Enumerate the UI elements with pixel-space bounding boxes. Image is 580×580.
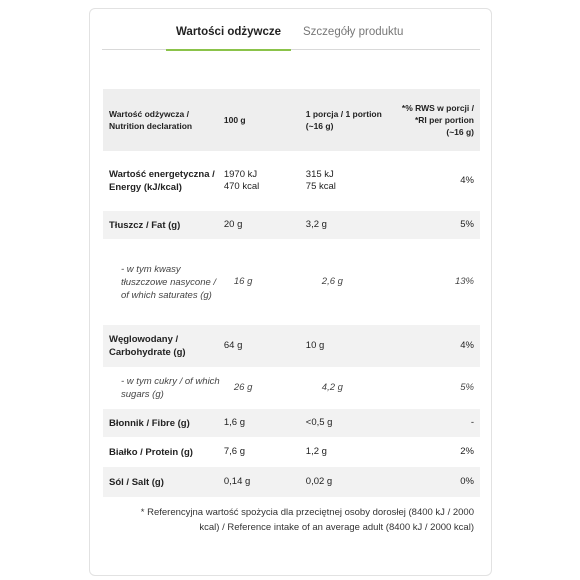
row-name: - w tym kwasy tłuszczowe nasycone / of which saturates (g) (103, 239, 224, 325)
row-ri: 0% (399, 467, 480, 497)
row-name: Węglowodany / Carbohydrate (g) (103, 325, 224, 367)
row-name: Białko / Protein (g) (103, 437, 224, 467)
table-row (103, 325, 480, 367)
row-ri: 13% (399, 239, 480, 325)
row-ri: 5% (399, 211, 480, 239)
table-row (103, 151, 480, 211)
energy-kcal-100g: 470 kcal (223, 181, 260, 192)
table-row (103, 437, 480, 467)
row-portion (306, 151, 399, 211)
row-portion: 0,02 g (306, 467, 399, 497)
header-ri-per-portion: *% RWS w porcji / *RI per portion (~16 g) (401, 103, 474, 137)
table-row (103, 239, 480, 325)
row-per100: 16 g (224, 239, 306, 325)
header-per-portion: 1 porcja / 1 portion (~16 g) (305, 109, 382, 131)
nutrition-table (103, 89, 480, 497)
row-ri: 5% (399, 367, 480, 409)
row-portion: 2,6 g (306, 239, 399, 325)
tab-nutrition[interactable]: Wartości odżywcze (176, 26, 282, 38)
row-portion: 1,2 g (306, 437, 399, 467)
row-name: Wartość energetyczna / Energy (kJ/kcal) (103, 151, 224, 211)
header-per-100g: 100 g (223, 115, 246, 125)
reference-intake-footnote: * Referencyjna wartość spożycia dla przeciętnej osoby dorosłej (8400 kJ / 2000 kcal) / Reference intake of an average adult (8400 kJ / 2000 kcal) (140, 507, 474, 533)
row-name: - w tym cukry / of which sugars (g) (103, 367, 224, 409)
row-ri: 2% (399, 437, 480, 467)
energy-kj-100g: 1970 kJ (223, 169, 258, 180)
table-header-row (103, 89, 480, 151)
row-per100: 7,6 g (224, 437, 306, 467)
tab-bar (102, 9, 480, 50)
row-portion: <0,5 g (306, 409, 399, 437)
row-per100: 20 g (224, 211, 306, 239)
row-per100: 1,6 g (224, 409, 306, 437)
table-row (103, 467, 480, 497)
row-name: Tłuszcz / Fat (g) (103, 211, 224, 239)
row-portion: 10 g (306, 325, 399, 367)
row-per100: 26 g (224, 367, 306, 409)
row-per100: 64 g (224, 325, 306, 367)
row-ri: 4% (399, 325, 480, 367)
row-portion: 4,2 g (306, 367, 399, 409)
tab-product-details[interactable]: Szczegóły produktu (303, 26, 404, 38)
energy-kj-portion: 315 kJ (305, 169, 334, 180)
row-name: Sól / Salt (g) (103, 467, 224, 497)
energy-kcal-portion: 75 kcal (305, 181, 336, 192)
row-name: Błonnik / Fibre (g) (103, 409, 224, 437)
header-nutrition-declaration: Wartość odżywcza / Nutrition declaration (109, 109, 193, 131)
table-row (103, 211, 480, 239)
row-portion: 3,2 g (306, 211, 399, 239)
row-per100: 0,14 g (224, 467, 306, 497)
row-per100 (224, 151, 306, 211)
row-ri: - (399, 409, 480, 437)
row-ri: 4% (399, 151, 480, 211)
nutrition-card (89, 8, 492, 576)
table-row (103, 409, 480, 437)
table-row (103, 367, 480, 409)
